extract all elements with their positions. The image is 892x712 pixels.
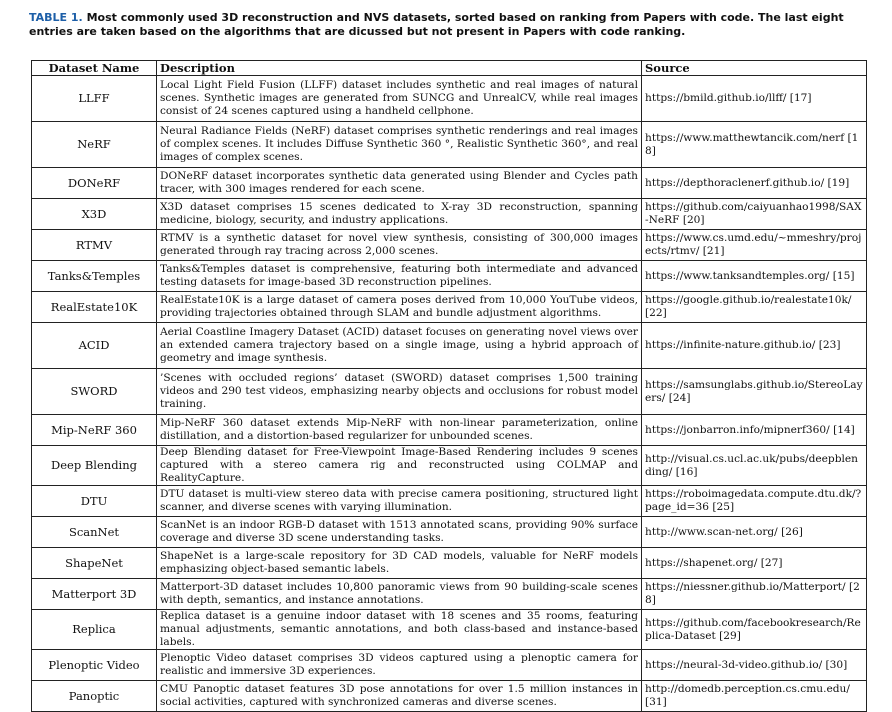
- table-row: [32, 446, 867, 486]
- description-cell: Neural Radiance Fields (NeRF) dataset comprises synthetic renderings and real images of complex scenes. It includes Diffuse Synthetic 360 °, Realistic Synthetic 360°, and real images of complex scenes.: [157, 122, 642, 168]
- datasets-table: [31, 60, 867, 712]
- dataset-name-cell: SWORD: [32, 369, 157, 415]
- description-cell: ’Scenes with occluded regions’ dataset (SWORD) dataset comprises 1,500 training videos and 290 test videos, emphasizing nearby objects and occlusions for robust model training.: [157, 369, 642, 415]
- source-cell: https://samsunglabs.github.io/StereoLayers/ [24]: [642, 369, 867, 415]
- source-cell: https://bmild.github.io/llff/ [17]: [642, 76, 867, 122]
- table-row: [32, 548, 867, 579]
- table-row: [32, 292, 867, 323]
- dataset-name-cell: ACID: [32, 323, 157, 369]
- description-cell: DONeRF dataset incorporates synthetic data generated using Blender and Cycles path tracer, with 300 images rendered for each scene.: [157, 168, 642, 199]
- table-header-row: [32, 61, 867, 76]
- table-row: [32, 199, 867, 230]
- dataset-name-cell: RealEstate10K: [32, 292, 157, 323]
- description-cell: Aerial Coastline Imagery Dataset (ACID) dataset focuses on generating novel views over an extended camera trajectory based on a single image, using a hybrid approach of geometry and image synthesis.: [157, 323, 642, 369]
- table-label: TABLE 1.: [29, 11, 83, 24]
- table-row: [32, 579, 867, 610]
- table-row: [32, 650, 867, 681]
- source-cell: https://infinite-nature.github.io/ [23]: [642, 323, 867, 369]
- description-cell: CMU Panoptic dataset features 3D pose annotations for over 1.5 million instances in social activities, captured with synchronized cameras and diverse scenes.: [157, 681, 642, 712]
- description-cell: Mip-NeRF 360 dataset extends Mip-NeRF with non-linear parameterization, online distillation, and a distortion-based regularizer for unbounded scenes.: [157, 415, 642, 446]
- source-cell: https://google.github.io/realestate10k/ [22]: [642, 292, 867, 323]
- source-cell: https://shapenet.org/ [27]: [642, 548, 867, 579]
- source-cell: https://niessner.github.io/Matterport/ [28]: [642, 579, 867, 610]
- dataset-name-cell: NeRF: [32, 122, 157, 168]
- source-cell: https://www.tanksandtemples.org/ [15]: [642, 261, 867, 292]
- source-cell: https://neural-3d-video.github.io/ [30]: [642, 650, 867, 681]
- source-cell: https://github.com/facebookresearch/Replica-Dataset [29]: [642, 610, 867, 650]
- table-row: [32, 261, 867, 292]
- header-source: Source: [642, 61, 867, 76]
- description-cell: Replica dataset is a genuine indoor dataset with 18 scenes and 35 rooms, featuring manual adjustments, semantic annotations, and both class-based and instance-based labels.: [157, 610, 642, 650]
- table-row: [32, 517, 867, 548]
- dataset-name-cell: Deep Blending: [32, 446, 157, 486]
- table-row: [32, 486, 867, 517]
- description-cell: ScanNet is an indoor RGB-D dataset with 1513 annotated scans, providing 90% surface coverage and diverse 3D scene understanding tasks.: [157, 517, 642, 548]
- dataset-name-cell: DTU: [32, 486, 157, 517]
- table-row: [32, 76, 867, 122]
- header-dataset-name: Dataset Name: [32, 61, 157, 76]
- description-cell: RealEstate10K is a large dataset of camera poses derived from 10,000 YouTube videos, providing trajectories obtained through SLAM and bundle adjustment algorithms.: [157, 292, 642, 323]
- header-description: Description: [157, 61, 642, 76]
- table-row: [32, 230, 867, 261]
- description-cell: RTMV is a synthetic dataset for novel view synthesis, consisting of 300,000 images generated through ray tracing across 2,000 scenes.: [157, 230, 642, 261]
- description-cell: Local Light Field Fusion (LLFF) dataset includes synthetic and real images of natural scenes. Synthetic images are generated from SUNCG and UnrealCV, while real images consist of 24 scenes captured using a handheld cellphone.: [157, 76, 642, 122]
- dataset-name-cell: Plenoptic Video: [32, 650, 157, 681]
- description-cell: ShapeNet is a large-scale repository for 3D CAD models, valuable for NeRF models emphasizing object-based semantic labels.: [157, 548, 642, 579]
- description-cell: Tanks&Temples dataset is comprehensive, featuring both intermediate and advanced testing datasets for image-based 3D reconstruction pipelines.: [157, 261, 642, 292]
- caption-text: Most commonly used 3D reconstruction and NVS datasets, sorted based on ranking from Papers with code. The last eight entries are taken based on the algorithms that are dicussed but not present in Papers with code ranking.: [29, 11, 844, 38]
- table-body: [32, 76, 867, 712]
- source-cell: http://visual.cs.ucl.ac.uk/pubs/deepblending/ [16]: [642, 446, 867, 486]
- source-cell: https://roboimagedata.compute.dtu.dk/?page_id=36 [25]: [642, 486, 867, 517]
- source-cell: https://www.cs.umd.edu/~mmeshry/projects/rtmv/ [21]: [642, 230, 867, 261]
- dataset-name-cell: Panoptic: [32, 681, 157, 712]
- dataset-name-cell: RTMV: [32, 230, 157, 261]
- source-cell: http://domedb.perception.cs.cmu.edu/ [31]: [642, 681, 867, 712]
- table-row: [32, 369, 867, 415]
- description-cell: Plenoptic Video dataset comprises 3D videos captured using a plenoptic camera for realistic and immersive 3D experiences.: [157, 650, 642, 681]
- dataset-name-cell: ShapeNet: [32, 548, 157, 579]
- dataset-name-cell: LLFF: [32, 76, 157, 122]
- source-cell: https://github.com/caiyuanhao1998/SAX-NeRF [20]: [642, 199, 867, 230]
- dataset-name-cell: Mip-NeRF 360: [32, 415, 157, 446]
- description-cell: Deep Blending dataset for Free-Viewpoint Image-Based Rendering includes 9 scenes captured with a stereo camera rig and reconstructed using COLMAP and RealityCapture.: [157, 446, 642, 486]
- table-row: [32, 610, 867, 650]
- dataset-name-cell: ScanNet: [32, 517, 157, 548]
- source-cell: https://depthoraclenerf.github.io/ [19]: [642, 168, 867, 199]
- source-cell: http://www.scan-net.org/ [26]: [642, 517, 867, 548]
- table-row: [32, 323, 867, 369]
- dataset-name-cell: Replica: [32, 610, 157, 650]
- dataset-name-cell: Tanks&Temples: [32, 261, 157, 292]
- dataset-name-cell: X3D: [32, 199, 157, 230]
- dataset-name-cell: Matterport 3D: [32, 579, 157, 610]
- table-caption: [29, 11, 869, 39]
- table-row: [32, 122, 867, 168]
- dataset-name-cell: DONeRF: [32, 168, 157, 199]
- source-cell: https://jonbarron.info/mipnerf360/ [14]: [642, 415, 867, 446]
- source-cell: https://www.matthewtancik.com/nerf [18]: [642, 122, 867, 168]
- description-cell: Matterport-3D dataset includes 10,800 panoramic views from 90 building-scale scenes with depth, semantics, and instance annotations.: [157, 579, 642, 610]
- table-row: [32, 415, 867, 446]
- table-row: [32, 168, 867, 199]
- description-cell: X3D dataset comprises 15 scenes dedicated to X-ray 3D reconstruction, spanning medicine, biology, security, and industry applications.: [157, 199, 642, 230]
- table-row: [32, 681, 867, 712]
- description-cell: DTU dataset is multi-view stereo data with precise camera positioning, structured light scanner, and diverse scenes with varying illumination.: [157, 486, 642, 517]
